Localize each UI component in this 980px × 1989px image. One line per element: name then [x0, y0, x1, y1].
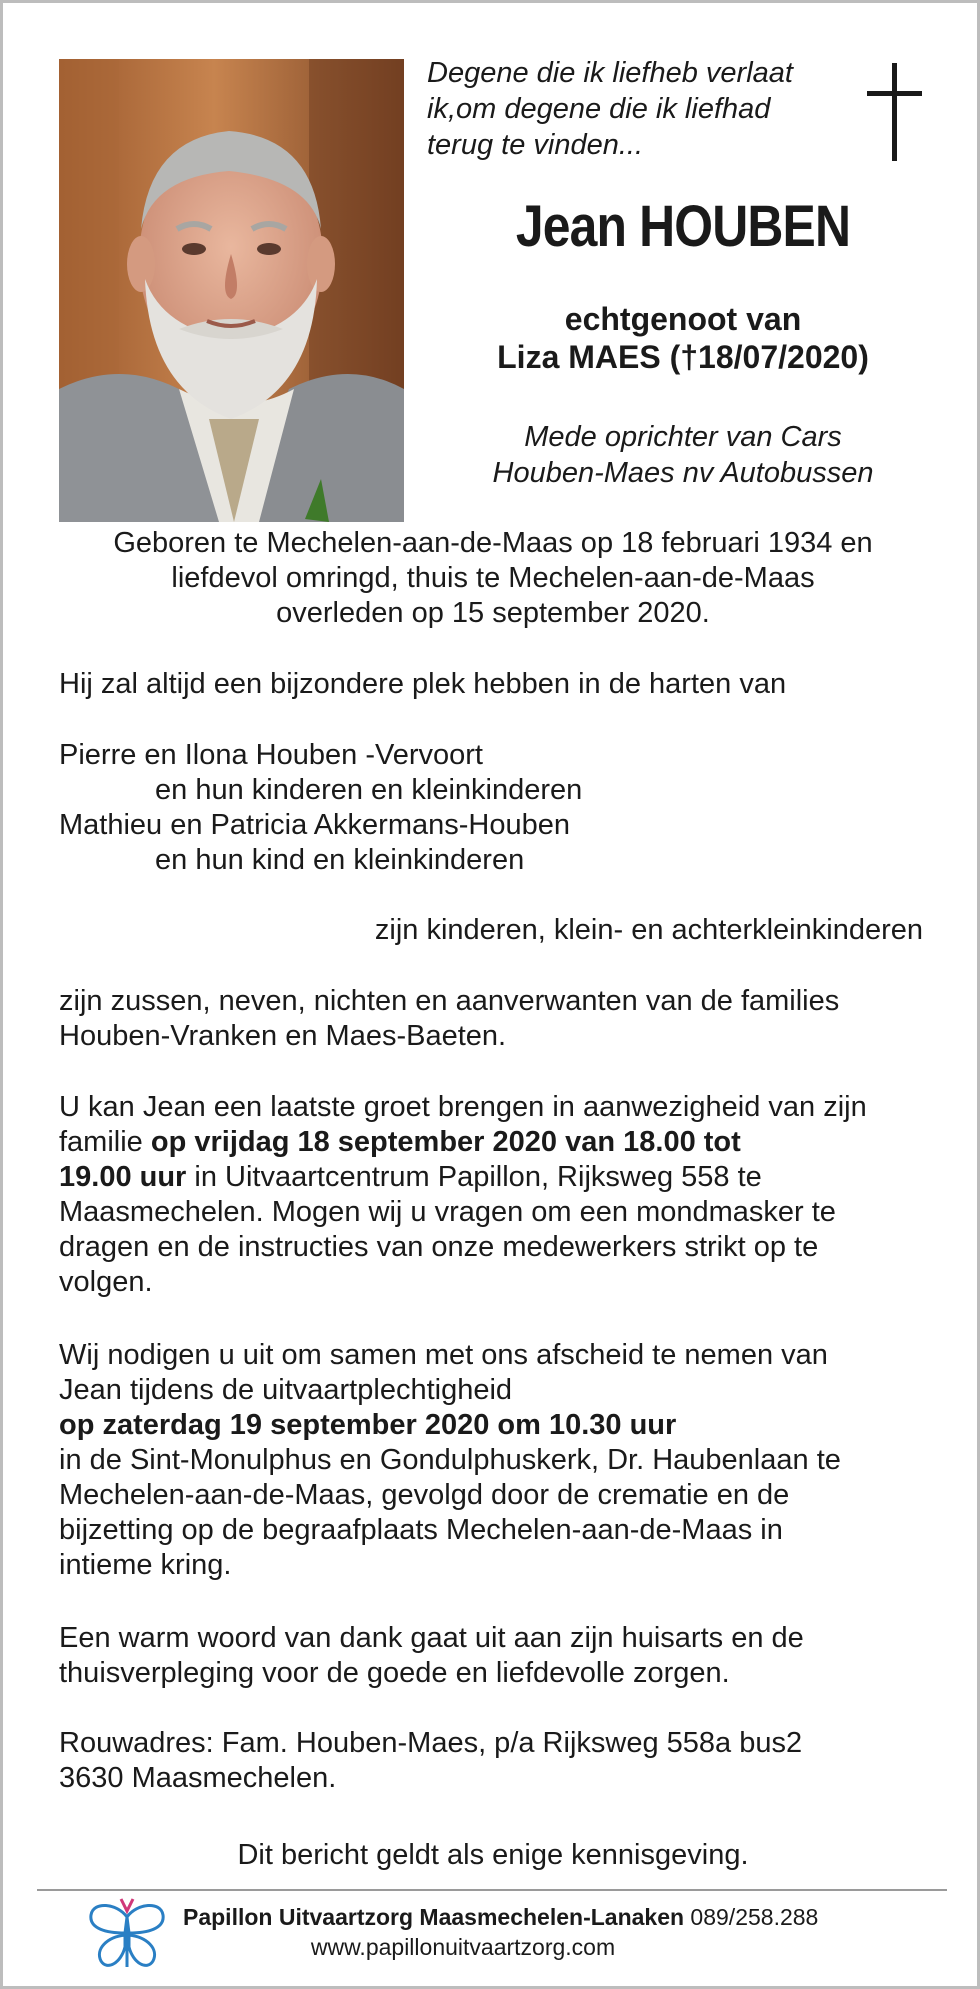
cross-icon	[865, 63, 925, 163]
relatives-line: zijn zussen, neven, nichten en aanverwanten van de families	[59, 985, 840, 1017]
visitation-line	[59, 1160, 929, 1195]
thanks-info	[59, 1621, 929, 1691]
family-members	[59, 738, 929, 878]
mourning-address	[59, 1726, 929, 1796]
role-info	[433, 419, 933, 491]
family-member: en hun kinderen en kleinkinderen	[155, 774, 583, 806]
butterfly-logo-icon	[87, 1897, 167, 1973]
address-line: 3630 Maasmechelen.	[59, 1762, 337, 1794]
visitation-line: volgen.	[59, 1266, 153, 1298]
website-link[interactable]: www.papillonuitvaartzorg.com	[310, 1934, 616, 1960]
funeral-home-website[interactable]	[183, 1933, 743, 1961]
deceased-name: Jean HOUBEN	[515, 194, 851, 259]
address-line: Rouwadres: Fam. Houben-Maes, p/a Rijksweg 558a bus2	[59, 1727, 803, 1759]
ceremony-info	[59, 1338, 929, 1583]
birth-death-info	[59, 526, 927, 631]
ceremony-line: Jean tijdens de uitvaartplechtigheid	[59, 1374, 513, 1406]
ceremony-date: op zaterdag 19 september 2020 om 10.30 uur	[59, 1409, 677, 1441]
visitation-time: 19.00 uur	[59, 1161, 187, 1193]
visitation-text: familie	[59, 1126, 151, 1158]
birth-line: Geboren te Mechelen-aan-de-Maas op 18 februari 1934 en	[113, 527, 873, 559]
visitation-date: op vrijdag 18 september 2020 van 18.00 tot	[150, 1126, 741, 1158]
ceremony-line: bijzetting op de begraafplaats Mechelen-aan-de-Maas in	[59, 1514, 783, 1546]
ceremony-line: Wij nodigen u uit om samen met ons afscheid te nemen van	[59, 1339, 828, 1371]
notice-line: Dit bericht geldt als enige kennisgeving.	[237, 1839, 749, 1871]
thanks-line: Een warm woord van dank gaat uit aan zijn huisarts en de	[59, 1622, 804, 1654]
quote-line: Degene die ik liefheb verlaat	[427, 57, 793, 89]
quote-line: terug te vinden...	[427, 129, 644, 161]
visitation-line: Maasmechelen. Mogen wij u vragen om een mondmasker te	[59, 1196, 836, 1228]
funeral-home-name: Papillon Uitvaartzorg Maasmechelen-Lanaken	[183, 1904, 685, 1930]
relatives-line: Houben-Vranken en Maes-Baeten.	[59, 1020, 507, 1052]
spouse-line: echtgenoot van	[564, 301, 802, 337]
birth-line: liefdevol omringd, thuis te Mechelen-aan-de-Maas	[171, 562, 815, 594]
ceremony-line: intieme kring.	[59, 1549, 232, 1581]
portrait-photo	[59, 59, 404, 522]
footer-divider	[37, 1889, 947, 1891]
role-line: Houben-Maes nv Autobussen	[492, 457, 874, 489]
memorial-quote	[427, 55, 847, 163]
role-line: Mede oprichter van Cars	[524, 421, 842, 453]
family-intro-line: Hij zal altijd een bijzondere plek hebben in de harten van	[59, 668, 787, 700]
visitation-line: dragen en de instructies van onze medewerkers strikt op te	[59, 1231, 819, 1263]
family-intro	[59, 667, 929, 702]
descendants	[59, 913, 923, 948]
thanks-line: thuisverpleging voor de goede en liefdevolle zorgen.	[59, 1657, 730, 1689]
spouse-line: Liza MAES (†18/07/2020)	[497, 339, 869, 375]
visitation-text: in Uitvaartcentrum Papillon, Rijksweg 558 te	[186, 1161, 762, 1193]
visitation-line	[59, 1125, 929, 1160]
ceremony-line: in de Sint-Monulphus en Gondulphuskerk, Dr. Haubenlaan te	[59, 1444, 841, 1476]
birth-line: overleden op 15 september 2020.	[276, 597, 710, 629]
spouse-info	[433, 300, 933, 376]
quote-line: ik,om degene die ik liefhad	[427, 93, 771, 125]
visitation-info	[59, 1090, 929, 1300]
visitation-line: U kan Jean een laatste groet brengen in aanwezigheid van zijn	[59, 1091, 867, 1123]
family-member: en hun kind en kleinkinderen	[155, 844, 525, 876]
family-member: Pierre en Ilona Houben -Vervoort	[59, 739, 483, 771]
funeral-home-phone: 089/258.288	[684, 1904, 819, 1930]
relatives	[59, 984, 929, 1054]
funeral-home-info	[183, 1903, 943, 1931]
ceremony-line: Mechelen-aan-de-Maas, gevolgd door de crematie en de	[59, 1479, 790, 1511]
notice	[59, 1838, 927, 1873]
family-member: Mathieu en Patricia Akkermans-Houben	[59, 809, 570, 841]
descendants-line: zijn kinderen, klein- en achterkleinkinderen	[374, 914, 923, 946]
